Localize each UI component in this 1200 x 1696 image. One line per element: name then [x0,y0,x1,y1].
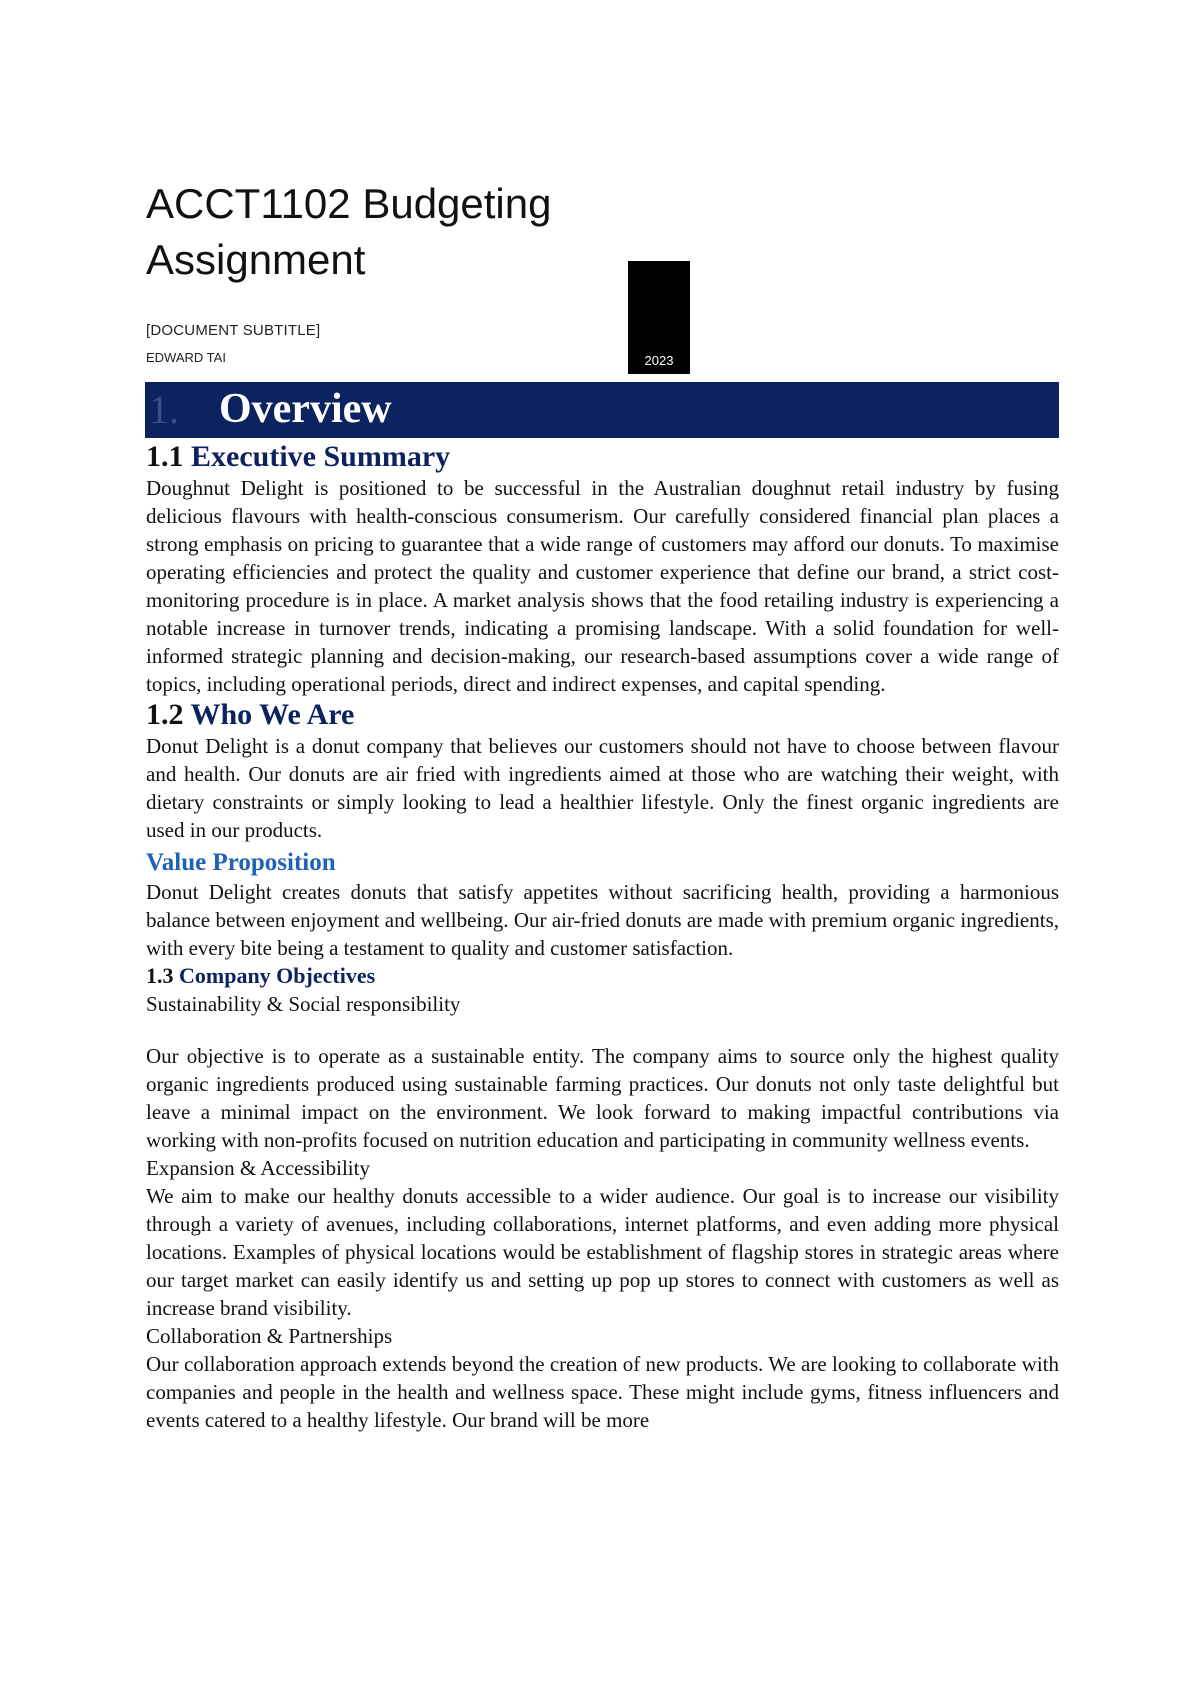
executive-summary-paragraph: Doughnut Delight is positioned to be successful in the Australian doughnut retail industry by fusing delicious flavours with health-conscious consumerism. Our carefully considered financial plan places a strong emphasis on pricing to guarantee that a wide range of customers may afford our donuts. To maximise operating efficiencies and protect the quality and customer experience that define our brand, a strict cost-monitoring procedure is in place. A market analysis shows that the food retailing industry is experiencing a notable increase in turnover trends, indicating a promising landscape. With a solid foundation for well-informed strategic planning and decision-making, our research-based assumptions cover a wide range of topics, including operational periods, direct and indirect expenses, and capital spending. [146,476,1059,696]
document-body [146,440,1059,1434]
document-year: 2023 [644,353,674,368]
heading-company-objectives [146,962,1059,990]
heading-who-we-are [146,698,1059,732]
section-heading-overview [145,382,1059,438]
heading-text: Who We Are [190,698,355,731]
heading-executive-summary [146,440,1059,474]
heading-text: Company Objectives [179,963,376,988]
document-author: EDWARD TAI [146,350,226,365]
section-number: 1. [149,387,179,432]
objective-heading: Sustainability & Social responsibility [146,992,461,1016]
objective-heading: Collaboration & Partnerships [146,1324,393,1348]
objective-paragraph: Our collaboration approach extends beyond the creation of new products. We are looking to collaborate with companies and people in the health and wellness space. These might include gyms, fitness influencers and events catered to a healthy lifestyle. Our brand will be more [146,1352,1059,1432]
document-title: ACCT1102 Budgeting Assignment [146,180,552,283]
heading-text: Executive Summary [191,440,451,473]
year-block [628,261,690,374]
objective-paragraph: Our objective is to operate as a sustainable entity. The company aims to source only the highest quality organic ingredients produced using sustainable farming practices. Our donuts not only taste delightful but leave a minimal impact on the environment. We look forward to making impactful contributions via working with non-profits focused on nutrition education and participating in community wellness events. [146,1044,1059,1152]
objective-heading: Expansion & Accessibility [146,1156,370,1180]
who-we-are-paragraph: Donut Delight is a donut company that believes our customers should not have to choose between flavour and health. Our donuts are air fried with ingredients aimed at those who are watching their weight, with dietary constraints or simply looking to lead a healthier lifestyle. Only the finest organic ingredients are used in our products. [146,734,1059,842]
document-subtitle: [DOCUMENT SUBTITLE] [146,322,321,339]
heading-number: 1.3 [146,963,174,988]
section-title: Overview [219,386,392,432]
objective-paragraph: We aim to make our healthy donuts accessible to a wider audience. Our goal is to increase our visibility through a variety of avenues, including collaborations, internet platforms, and even adding more physical locations. Examples of physical locations would be establishment of flagship stores in strategic areas where our target market can easily identify us and setting up pop up stores to connect with customers as well as increase brand visibility. [146,1184,1059,1320]
heading-value-proposition: Value Proposition [146,849,336,876]
paragraph-spacer [146,1018,1059,1042]
heading-number: 1.2 [146,698,184,731]
heading-number: 1.1 [146,440,184,473]
value-proposition-paragraph: Donut Delight creates donuts that satisfy appetites without sacrificing health, providing a harmonious balance between enjoyment and wellbeing. Our air-fried donuts are made with premium organic ingredients, with every bite being a testament to quality and customer satisfaction. [146,880,1059,960]
